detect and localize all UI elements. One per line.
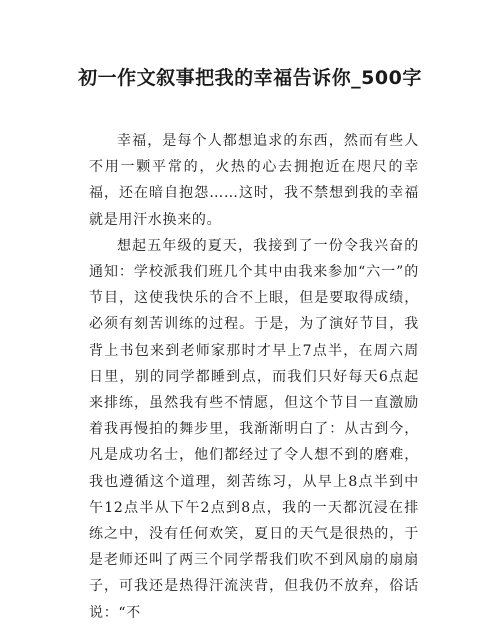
paragraph-2: 想起五年级的夏天，我接到了一份令我兴奋的通知：学校派我们班几个其中由我来参加“六一”的节目，这使我快乐的合不上眼，但是要取得成绩，必须有刻苦训练的过程。于是，为了演好节目，我背上书包来到老师家那时才早上7点半，在周六周日里，别的同学都睡到点，而我们只好每天6点起来排练，虽然我有些不情愿，但这个节目一直激励着我再慢拍的舞步里，我渐渐明白了：从古到今，凡是成功名士，他们都经过了令人想不到的磨难，我也遵循这个道理，刻苦练习，从早上8点半到中午12点半从下午2点到8点，我的一天都沉浸在排练之中，没有任何欢笑，夏日的天气是很热的，于是老师还叫了两三个同学帮我们吹不到风扇的扇扇子，可我还是热得汗流浃背，但我仍不放弃，俗话说：“不 [89,237,419,621]
document-title: 初一作文叙事把我的幸福告诉你_500字 [78,67,422,89]
document-body [89,128,419,626]
paragraph-1: 幸福，是每个人都想追求的东西，然而有些人不用一颗平常的，火热的心去拥抱近在咫尺的幸福，还在暗自抱怨……这时，我不禁想到我的幸福就是用汗水换来的。 [89,133,419,228]
